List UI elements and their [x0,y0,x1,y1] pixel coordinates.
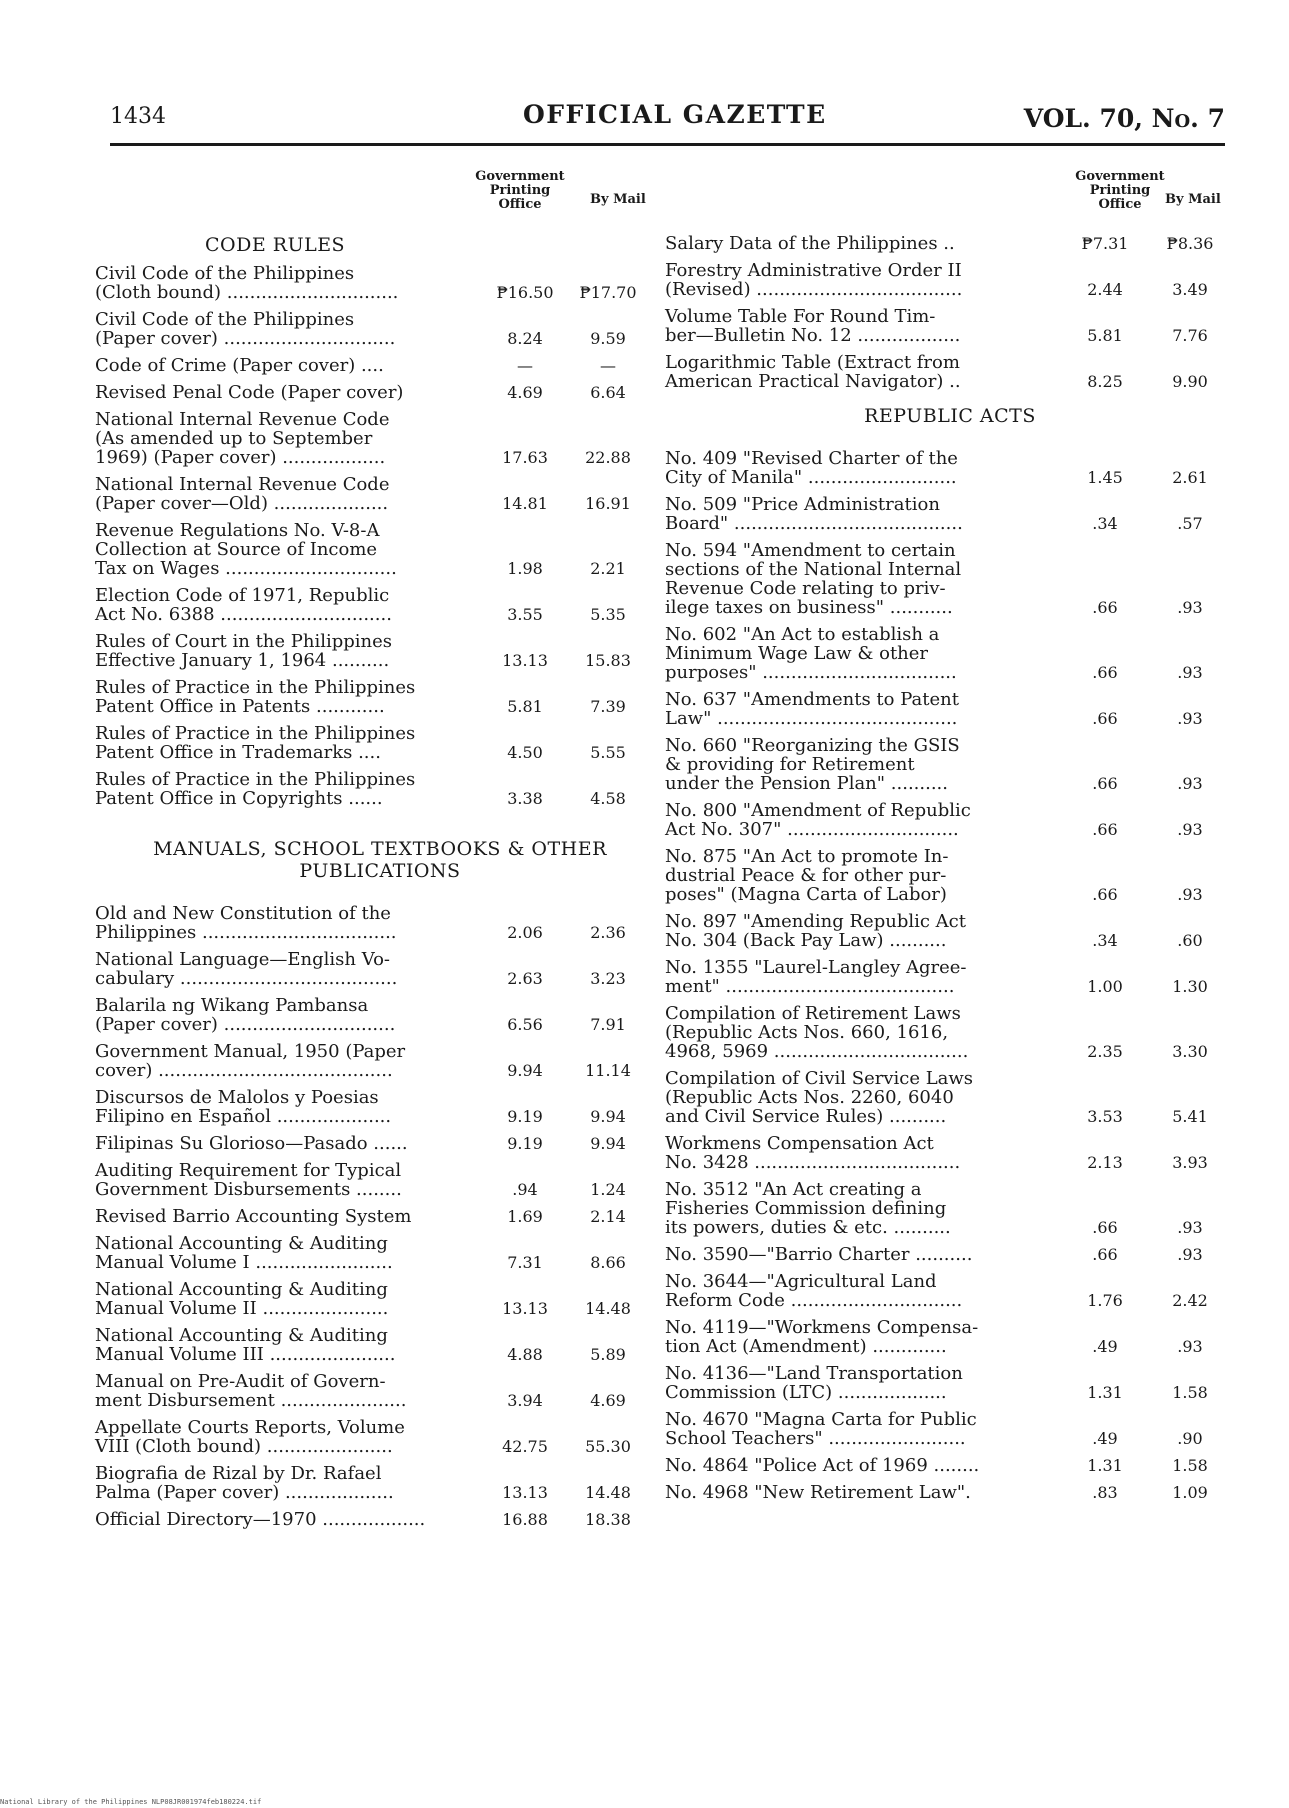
publication-title-text: Code of Crime (Paper cover) .... [95,355,384,376]
mail-price: ₱17.70 [579,283,637,302]
gpo-price: .49 [1092,1337,1118,1356]
publication-title-text: No. 875 "An Act to promote In- dustrial Peace & for other pur- poses" (Magna Carta of Labor) [665,846,949,905]
mail-price: 2.14 [590,1207,626,1226]
publication-entry [95,1134,665,1153]
publication-entry [95,1326,665,1364]
publication-title-text: Workmens Compensation Act No. 3428 .................................... [665,1133,961,1173]
publication-title: OFFICIAL GAZETTE [523,100,827,129]
publication-title-text: Biografia de Rizal by Dr. Rafael Palma (Paper cover) ................... [95,1463,394,1503]
manuals-list [95,904,665,1529]
publication-title-text: Balarila ng Wikang Pambansa (Paper cover) .............................. [95,995,396,1035]
publication-title-text: Revised Penal Code (Paper cover) [95,382,404,403]
publication-entry [95,1372,665,1410]
publication-title-text: No. 637 "Amendments to Patent Law" .......................................... [665,689,959,729]
mail-column-header: By Mail [590,192,646,207]
publication-title-text: No. 3590—"Barrio Charter .......... [665,1244,973,1265]
publication-title-text: Rules of Practice in the Philippines Patent Office in Trademarks .... [95,723,416,763]
gpo-price: 5.81 [507,697,543,716]
publication-title-text: Revenue Regulations No. V-8-A Collection at Source of Income Tax on Wages .............................. [95,520,397,579]
gpo-price: 13.13 [502,1299,548,1318]
gpo-price: .66 [1092,598,1118,617]
publication-title-text: No. 602 "An Act to establish a Minimum Wage Law & other purposes" .................................. [665,624,957,683]
publication-entry [665,801,1235,839]
mail-price: 22.88 [585,448,631,467]
gpo-price: 2.35 [1087,1042,1123,1061]
section-title-manuals: MANUALS, SCHOOL TEXTBOOKS & OTHER PUBLICATIONS [153,838,607,882]
gpo-price: 1.98 [507,559,543,578]
mail-price: 1.30 [1172,977,1208,996]
publication-entry [95,678,665,716]
gpo-price: 14.81 [502,494,548,513]
publication-title-text: No. 1355 "Laurel-Langley Agree- ment" ........................................ [665,957,967,997]
publication-entry [95,356,665,375]
gpo-column-header: Government Printing Office [475,169,565,212]
publication-title-text: Rules of Court in the Philippines Effective January 1, 1964 .......... [95,631,393,671]
publication-title-text: Filipinas Su Glorioso—Pasado ...... [95,1133,408,1154]
gpo-price: 1.45 [1087,468,1123,487]
publication-entry [665,307,1235,345]
gpo-price: 9.94 [507,1061,543,1080]
mail-price: 3.49 [1172,280,1208,299]
gpo-price: 2.44 [1087,280,1123,299]
mail-price: .93 [1177,598,1203,617]
publication-entry [665,1364,1235,1402]
publication-title-text: National Accounting & Auditing Manual Volume I ........................ [95,1233,393,1273]
mail-price: 3.23 [590,969,626,988]
mail-price: .90 [1177,1429,1203,1448]
publication-entry [665,1456,1235,1475]
volume-label: VOL. 70, No. 7 [1023,104,1225,133]
publication-title-text: Volume Table For Round Tim- ber—Bulletin No. 12 .................. [665,306,961,346]
publication-entry [665,1004,1235,1061]
publication-entry [95,724,665,762]
gpo-price: ₱16.50 [496,283,554,302]
gpo-price: 8.25 [1087,372,1123,391]
publication-entry [95,310,665,348]
publication-entry [665,912,1235,950]
gpo-column-header: Government Printing Office [1075,169,1165,212]
publication-title-text: Forestry Administrative Order II (Revised) .................................... [665,260,963,300]
publication-title-text: Old and New Constitution of the Philippines .................................. [95,903,397,943]
publication-title-text: No. 4119—"Workmens Compensa- tion Act (Amendment) ............. [665,1317,979,1357]
publication-title-text: National Language—English Vo- cabulary ...................................... [95,949,398,989]
publication-title-text: Civil Code of the Philippines (Paper cover) .............................. [95,309,396,349]
publication-entry [95,632,665,670]
publication-title-text: Revised Barrio Accounting System [95,1206,412,1227]
publication-title-text: No. 4968 "New Retirement Law". [665,1482,971,1503]
gpo-price: 3.94 [507,1391,543,1410]
gpo-price: .66 [1092,709,1118,728]
publication-entry [95,1088,665,1126]
publication-entry [95,1042,665,1080]
publication-title-text: Election Code of 1971, Republic Act No. 6388 .............................. [95,585,392,625]
mail-price: 7.39 [590,697,626,716]
mail-price: 18.38 [585,1510,631,1529]
publication-entry [95,996,665,1034]
mail-price: 1.58 [1172,1383,1208,1402]
gpo-price: 13.13 [502,651,548,670]
mail-price: — [600,356,616,375]
mail-price: 15.83 [585,651,631,670]
gpo-price: 9.19 [507,1107,543,1126]
gpo-price: 1.31 [1087,1456,1123,1475]
mail-price: 9.94 [590,1134,626,1153]
section-title-code-rules: CODE RULES [205,234,346,256]
mail-price: .93 [1177,774,1203,793]
page-number: 1434 [110,104,166,129]
left-column [95,170,665,1537]
publication-entry [665,1410,1235,1448]
publication-title-text: No. 4670 "Magna Carta for Public School Teachers" ........................ [665,1409,977,1449]
publication-title-text: Discursos de Malolos y Poesias Filipino en Español .................... [95,1087,392,1127]
gpo-price: .94 [512,1180,538,1199]
gpo-price: 1.76 [1087,1291,1123,1310]
gpo-price: .49 [1092,1429,1118,1448]
publication-title-text: National Accounting & Auditing Manual Volume II ...................... [95,1279,389,1319]
publication-entry [95,1418,665,1456]
publication-entry [95,521,665,578]
gpo-price: 6.56 [507,1015,543,1034]
gpo-price: 3.38 [507,789,543,808]
gpo-price: 1.31 [1087,1383,1123,1402]
gpo-price: .34 [1092,931,1118,950]
mail-price: 14.48 [585,1483,631,1502]
publication-title-text: No. 800 "Amendment of Republic Act No. 307" .............................. [665,800,971,840]
mail-price: .93 [1177,1337,1203,1356]
gpo-price: .66 [1092,885,1118,904]
mail-price: .93 [1177,663,1203,682]
gpo-price: .66 [1092,774,1118,793]
publication-entry [95,264,665,302]
mail-price: 16.91 [585,494,631,513]
gpo-price: 17.63 [502,448,548,467]
publication-entry [665,1318,1235,1356]
mail-price: .57 [1177,514,1203,533]
publication-title-text: Salary Data of the Philippines .. [665,233,955,254]
publication-entry [95,410,665,467]
publication-title-text: Compilation of Civil Service Laws (Republic Acts Nos. 2260, 6040 and Civil Service Rules) .......... [665,1068,974,1127]
publication-entry [665,1134,1235,1172]
gpo-price: .66 [1092,1218,1118,1237]
publication-title-text: No. 3644—"Agricultural Land Reform Code .............................. [665,1271,963,1311]
gpo-price: 16.88 [502,1510,548,1529]
publication-entry [665,541,1235,617]
gpo-price: — [517,356,533,375]
publication-entry [665,353,1235,391]
mail-price: 4.69 [590,1391,626,1410]
gpo-price: 3.55 [507,605,543,624]
mail-price: 5.89 [590,1345,626,1364]
publication-entry [665,234,1235,253]
mail-price: 2.36 [590,923,626,942]
mail-price: 7.91 [590,1015,626,1034]
publication-entry [95,1161,665,1199]
publication-title-text: No. 509 "Price Administration Board" ........................................ [665,494,963,534]
publication-entry [665,1180,1235,1237]
publication-title-text: No. 3512 "An Act creating a Fisheries Commission defining its powers, duties & etc. .......... [665,1179,951,1238]
publication-entry [95,1510,665,1529]
publication-entry [95,1207,665,1226]
publication-title-text: Rules of Practice in the Philippines Patent Office in Copyrights ...... [95,769,416,809]
section-title-republic-acts: REPUBLIC ACTS [864,405,1036,427]
publication-title-text: Rules of Practice in the Philippines Patent Office in Patents ............ [95,677,416,717]
publication-entry [95,475,665,513]
publication-title-text: No. 897 "Amending Republic Act No. 304 (Back Pay Law) .......... [665,911,966,951]
publication-title-text: Appellate Courts Reports, Volume VIII (Cloth bound) ...................... [95,1417,405,1457]
gpo-price: ₱7.31 [1081,234,1129,253]
publication-entry [95,770,665,808]
publication-entry [665,958,1235,996]
mail-price: .93 [1177,1218,1203,1237]
publication-entry [95,904,665,942]
page-header [110,100,1225,140]
publication-entry [95,1234,665,1272]
gpo-price: 7.31 [507,1253,543,1272]
publication-title-text: Logarithmic Table (Extract from American Practical Navigator) .. [665,352,961,392]
mail-price: 1.24 [590,1180,626,1199]
mail-price: 2.42 [1172,1291,1208,1310]
mail-price: .93 [1177,820,1203,839]
mail-price: 14.48 [585,1299,631,1318]
gpo-price: 1.69 [507,1207,543,1226]
code-rules-list [95,264,665,808]
publication-title-text: No. 409 "Revised Charter of the City of Manila" .......................... [665,448,958,488]
gpo-price: 13.13 [502,1483,548,1502]
mail-price: 11.14 [585,1061,631,1080]
mail-price: 4.58 [590,789,626,808]
gpo-price: 4.88 [507,1345,543,1364]
mail-price: 5.55 [590,743,626,762]
publication-entry [665,495,1235,533]
mail-price: 1.09 [1172,1483,1208,1502]
publication-title-text: Government Manual, 1950 (Paper cover) ......................................... [95,1041,406,1081]
publication-entry [665,1483,1235,1502]
publication-entry [665,847,1235,904]
mail-price: 9.90 [1172,372,1208,391]
gpo-price: 1.00 [1087,977,1123,996]
publication-title-text: Official Directory—1970 .................. [95,1509,426,1530]
mail-price: 7.76 [1172,326,1208,345]
publication-entry [665,625,1235,682]
left-column-header [95,170,665,232]
right-column [665,170,1235,1510]
publication-entry [665,1069,1235,1126]
mail-price: 1.58 [1172,1456,1208,1475]
mail-price: .60 [1177,931,1203,950]
gpo-price: 4.69 [507,383,543,402]
mail-price: 9.94 [590,1107,626,1126]
republic-acts-list [665,449,1235,1502]
gpo-price: 9.19 [507,1134,543,1153]
publication-entry [665,690,1235,728]
mail-price: 8.66 [590,1253,626,1272]
gpo-price: 3.53 [1087,1107,1123,1126]
publication-title-text: Manual on Pre-Audit of Govern- ment Disbursement ...................... [95,1371,407,1411]
gpo-price: 2.13 [1087,1153,1123,1172]
publication-entry [95,383,665,402]
publication-entry [665,449,1235,487]
misc-list [665,234,1235,391]
publication-title-text: No. 594 "Amendment to certain sections of the National Internal Revenue Code relating to priv- ilege taxes on business" ........... [665,540,962,618]
publication-title-text: No. 4136—"Land Transportation Commission (LTC) ................... [665,1363,963,1403]
gpo-price: .66 [1092,820,1118,839]
mail-price: ₱8.36 [1166,234,1214,253]
publication-entry [665,736,1235,793]
publication-entry [665,1272,1235,1310]
publication-title-text: No. 660 "Reorganizing the GSIS & providing for Retirement under the Pension Plan" .......... [665,735,960,794]
mail-price: 55.30 [585,1437,631,1456]
gpo-price: .34 [1092,514,1118,533]
mail-price: 3.30 [1172,1042,1208,1061]
publication-title-text: Compilation of Retirement Laws (Republic Acts Nos. 660, 1616, 4968, 5969 .................................. [665,1003,969,1062]
header-rule [110,143,1225,146]
publication-title-text: National Accounting & Auditing Manual Volume III ...................... [95,1325,396,1365]
mail-price: 6.64 [590,383,626,402]
publication-entry [95,1464,665,1502]
publication-title-text: No. 4864 "Police Act of 1969 ........ [665,1455,980,1476]
gpo-price: 2.06 [507,923,543,942]
publication-title-text: National Internal Revenue Code (Paper cover—Old) .................... [95,474,390,514]
mail-price: 3.93 [1172,1153,1208,1172]
mail-price: 2.61 [1172,468,1208,487]
mail-price: 9.59 [590,329,626,348]
gpo-price: .83 [1092,1483,1118,1502]
gpo-price: 8.24 [507,329,543,348]
publication-title-text: Civil Code of the Philippines (Cloth bound) .............................. [95,263,399,303]
gpo-price: 42.75 [502,1437,548,1456]
publication-title-text: National Internal Revenue Code (As amended up to September 1969) (Paper cover) .................. [95,409,390,468]
publication-entry [665,261,1235,299]
publication-entry [95,950,665,988]
mail-price: .93 [1177,709,1203,728]
mail-price: 5.35 [590,605,626,624]
publication-entry [665,1245,1235,1264]
publication-title-text: Auditing Requirement for Typical Government Disbursements ........ [95,1160,402,1200]
mail-column-header: By Mail [1165,192,1221,207]
mail-price: .93 [1177,1245,1203,1264]
publication-entry [95,586,665,624]
gpo-price: 2.63 [507,969,543,988]
gpo-price: .66 [1092,1245,1118,1264]
scan-footer: National Library of the Philippines NLP08JR001974feb180224.tif [0,1798,262,1806]
gpo-price: 4.50 [507,743,543,762]
mail-price: 2.21 [590,559,626,578]
gpo-price: .66 [1092,663,1118,682]
right-column-header [665,170,1235,232]
gpo-price: 5.81 [1087,326,1123,345]
mail-price: .93 [1177,885,1203,904]
mail-price: 5.41 [1172,1107,1208,1126]
publication-entry [95,1280,665,1318]
